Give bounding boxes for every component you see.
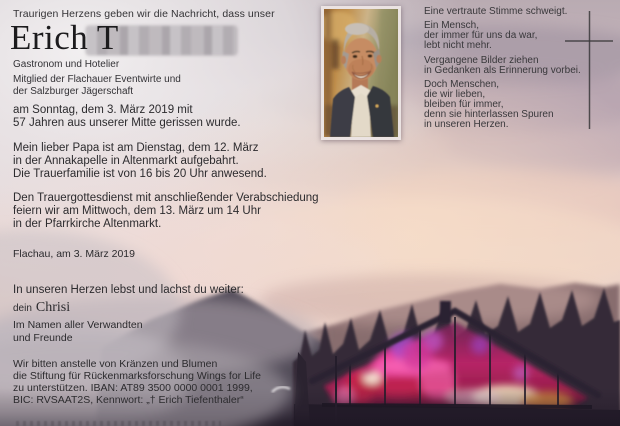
deceased-name: Erich T (10, 18, 119, 57)
paragraph-line: 57 Jahren aus unserer Mitte gerissen wurde. (13, 117, 241, 129)
death-date-paragraph (13, 104, 241, 130)
poem-line: die wir lieben, (424, 88, 486, 100)
membership-lines (13, 74, 181, 98)
laying-out-paragraph (13, 142, 267, 181)
donation-line: Wir bitten anstelle von Kränzen und Blumen (13, 358, 218, 370)
farewell-line: In unseren Herzen lebst und lachst du weiter: (13, 284, 244, 296)
membership-line: der Salzburger Jägerschaft (13, 86, 134, 97)
family-line: und Freunde (13, 331, 73, 344)
family-lines (13, 319, 143, 344)
paragraph-line: feiern wir am Mittwoch, dem 13. März um 14 Uhr (13, 205, 261, 217)
paragraph-line: Den Trauergottesdienst mit anschließender Verabschiedung (13, 192, 319, 204)
poem-column (424, 7, 581, 134)
paragraph-line: Mein lieber Papa ist am Dienstag, dem 12. März (13, 142, 259, 154)
poem-line: Doch Menschen, (424, 78, 500, 90)
signature-prefix: dein (13, 303, 32, 314)
donation-line: die Stiftung für Rückenmarksforschung Wings for Life (13, 370, 262, 382)
donation-line: BIC: RVSAAT2S, Kennwort: „† Erich Tiefenthaler“ (13, 394, 244, 406)
paragraph-line: Die Trauerfamilie ist von 16 bis 20 Uhr anwesend. (13, 168, 267, 180)
poem-line: denn sie hinterlassen Spuren (424, 108, 554, 120)
paragraph-line: in der Pfarrkirche Altenmarkt. (13, 218, 162, 230)
place-date-line: Flachau, am 3. März 2019 (13, 248, 135, 260)
cutoff-text-remnant (16, 421, 221, 426)
poem-line: Vergangene Bilder ziehen (424, 54, 539, 66)
family-line: Im Namen aller Verwandten (13, 319, 143, 331)
funeral-service-paragraph (13, 192, 319, 231)
poem-line: Eine vertraute Stimme schweigt. (424, 6, 568, 17)
poem-line: in Gedanken als Erinnerung vorbei. (424, 64, 581, 76)
poem-line: bleiben für immer, (424, 98, 504, 110)
poem-stanza (424, 21, 581, 51)
membership-line: Mitglied der Flachauer Eventwirte und (13, 74, 181, 85)
poem-line: der immer für uns da war, (424, 30, 538, 42)
signature-name: Chrisi (35, 300, 71, 315)
poem-stanza (424, 80, 581, 130)
paragraph-line: am Sonntag, dem 3. März 2019 mit (13, 104, 193, 116)
portrait-photo (321, 6, 401, 140)
paragraph-line: in der Annakapelle in Altenmarkt aufgebahrt. (13, 155, 239, 167)
signature-line (13, 300, 70, 316)
profession-line: Gastronom und Hotelier (13, 59, 120, 70)
donation-paragraph (13, 358, 261, 406)
poem-line: lebt nicht mehr. (424, 40, 492, 52)
donation-line: zu unterstützen. IBAN: AT89 3500 0000 0001 1999, (13, 382, 253, 394)
poem-line: Ein Mensch, (424, 20, 480, 32)
chimney (440, 301, 451, 323)
intro-line: Traurigen Herzens geben wir die Nachricht, dass unser (13, 8, 275, 20)
poem-stanza (424, 7, 581, 17)
poem-line: in unseren Herzen. (424, 118, 509, 130)
poem-stanza (424, 56, 581, 76)
